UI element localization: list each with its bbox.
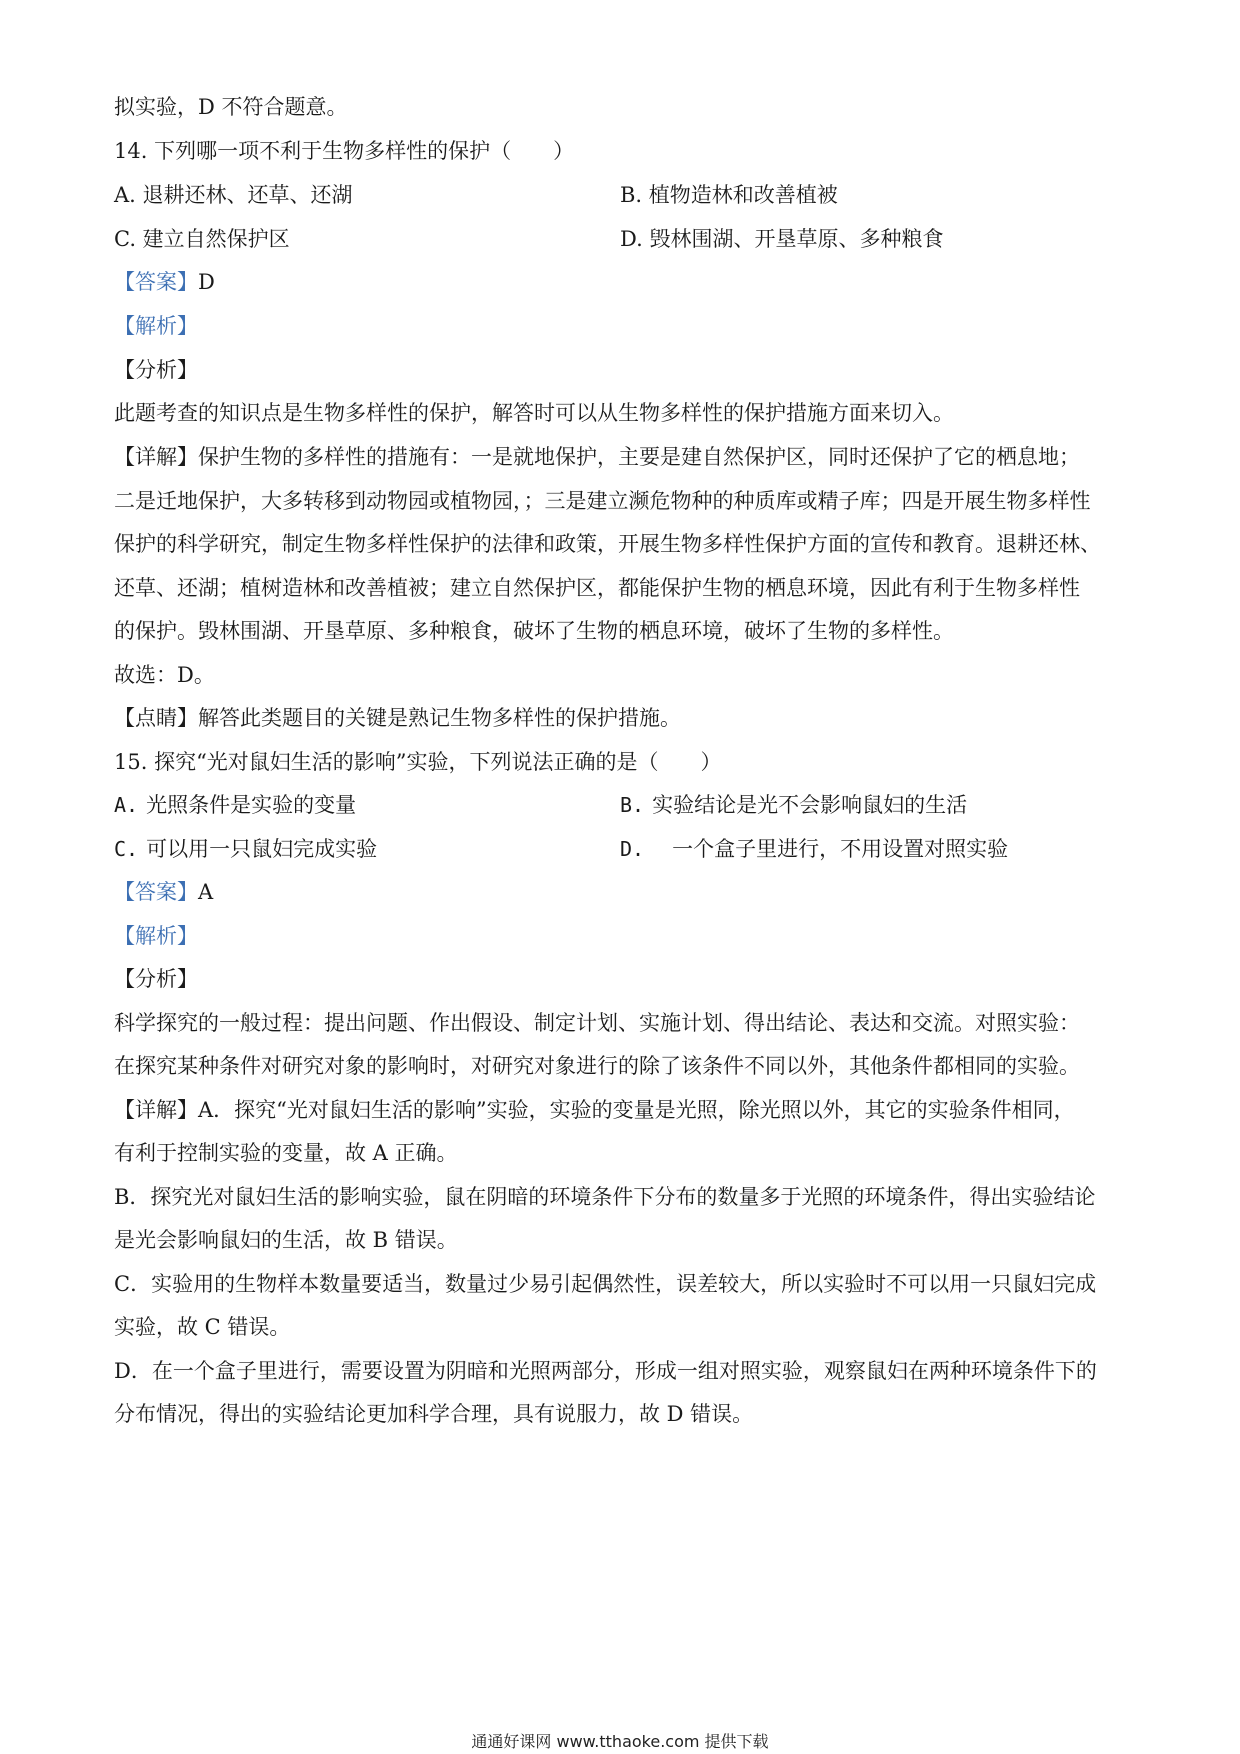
- fenxi-text-14: 此题考查的知识点是生物多样性的保护，解答时可以从生物多样性的保护措施方面来切入。: [114, 401, 954, 425]
- analysis-label-15: 【解析】: [114, 924, 198, 948]
- option-key: A.: [114, 793, 139, 817]
- option-15-d: [620, 835, 1008, 863]
- detail-14-line-2: 二是迁地保护，大多转移到动物园或植物园，；三是建立濒危物种的种质库或精子库；四是开展生物多样性: [114, 489, 1091, 513]
- option-key: B.: [620, 793, 645, 817]
- detail-14-line-1: 【详解】保护生物的多样性的措施有：一是就地保护，主要是建自然保护区，同时还保护了它的栖息地；: [114, 445, 1080, 469]
- page-footer: 通通好课网 www.tthaoke.com 提供下载: [471, 1732, 769, 1751]
- detail-15-line-5: C．实验用的生物样本数量要适当，数量过少易引起偶然性，误差较大，所以实验时不可以用一只鼠妇完成: [114, 1272, 1097, 1296]
- option-key: D.: [620, 837, 645, 861]
- detail-15-line-1: 【详解】A．探究“光对鼠妇生活的影响”实验，实验的变量是光照，除光照以外，其它的实验条件相同，: [114, 1098, 1075, 1122]
- answer-label: 【答案】: [114, 880, 198, 904]
- detail-15-line-2: 有利于控制实验的变量，故 A 正确。: [114, 1141, 458, 1165]
- option-text: 光照条件是实验的变量: [146, 793, 357, 817]
- detail-15-line-8: 分布情况，得出的实验结论更加科学合理，具有说服力，故 D 错误。: [114, 1402, 754, 1426]
- option-15-b: [620, 791, 967, 819]
- answer-14: [114, 268, 215, 296]
- detail-15-line-7: D．在一个盒子里进行，需要设置为阴暗和光照两部分，形成一组对照实验，观察鼠妇在两种环境条件下的: [114, 1359, 1097, 1383]
- option-14-b: B. 植物造林和改善植被: [620, 183, 838, 207]
- answer-value: D: [198, 270, 215, 294]
- option-14-d: D. 毁林围湖、开垦草原、多种粮食: [620, 227, 944, 251]
- detail-15-line-4: 是光会影响鼠妇的生活，故 B 错误。: [114, 1228, 458, 1252]
- answer-value: A: [198, 880, 214, 904]
- analysis-label-14: 【解析】: [114, 314, 198, 338]
- question-15: 15. 探究“光对鼠妇生活的影响”实验，下列说法正确的是（ ）: [114, 750, 722, 774]
- detail-15-line-6: 实验，故 C 错误。: [114, 1315, 291, 1339]
- option-15-c: [114, 835, 377, 863]
- option-key: C.: [114, 837, 139, 861]
- answer-15: [114, 878, 213, 906]
- detail-14-line-4: 还草、还湖；植树造林和改善植被；建立自然保护区，都能保护生物的栖息环境，因此有利于生物多样性: [114, 576, 1080, 600]
- fenxi-label-15: 【分析】: [114, 967, 198, 991]
- dianjing-14: 【点睛】解答此类题目的关键是熟记生物多样性的保护措施。: [114, 706, 681, 730]
- detail-14-line-5: 的保护。毁林围湖、开垦草原、多种粮食，破坏了生物的栖息环境，破坏了生物的多样性。: [114, 619, 954, 643]
- answer-label: 【答案】: [114, 270, 198, 294]
- question-14: 14. 下列哪一项不利于生物多样性的保护（ ）: [114, 139, 575, 163]
- fenxi-15-line-2: 在探究某种条件对研究对象的影响时，对研究对象进行的除了该条件不同以外，其他条件都相同的实验。: [114, 1054, 1080, 1078]
- detail-14-line-3: 保护的科学研究，制定生物多样性保护的法律和政策，开展生物多样性保护方面的宣传和教育。退耕还林、: [114, 532, 1101, 556]
- option-text: 一个盒子里进行，不用设置对照实验: [672, 837, 1009, 861]
- text-line: 拟实验，D 不符合题意。: [114, 95, 348, 119]
- option-text: 可以用一只鼠妇完成实验: [146, 837, 378, 861]
- fenxi-15-line-1: 科学探究的一般过程：提出问题、作出假设、制定计划、实施计划、得出结论、表达和交流。对照实验：: [114, 1011, 1080, 1035]
- detail-15-line-3: B．探究光对鼠妇生活的影响实验，鼠在阴暗的环境条件下分布的数量多于光照的环境条件，得出实验结论: [114, 1185, 1096, 1209]
- fenxi-label-14: 【分析】: [114, 358, 198, 382]
- option-15-a: [114, 791, 356, 819]
- option-text: 实验结论是光不会影响鼠妇的生活: [652, 793, 968, 817]
- select-14: 故选：D。: [114, 663, 215, 687]
- option-14-c: C. 建立自然保护区: [114, 227, 290, 251]
- option-14-a: A. 退耕还林、还草、还湖: [114, 183, 353, 207]
